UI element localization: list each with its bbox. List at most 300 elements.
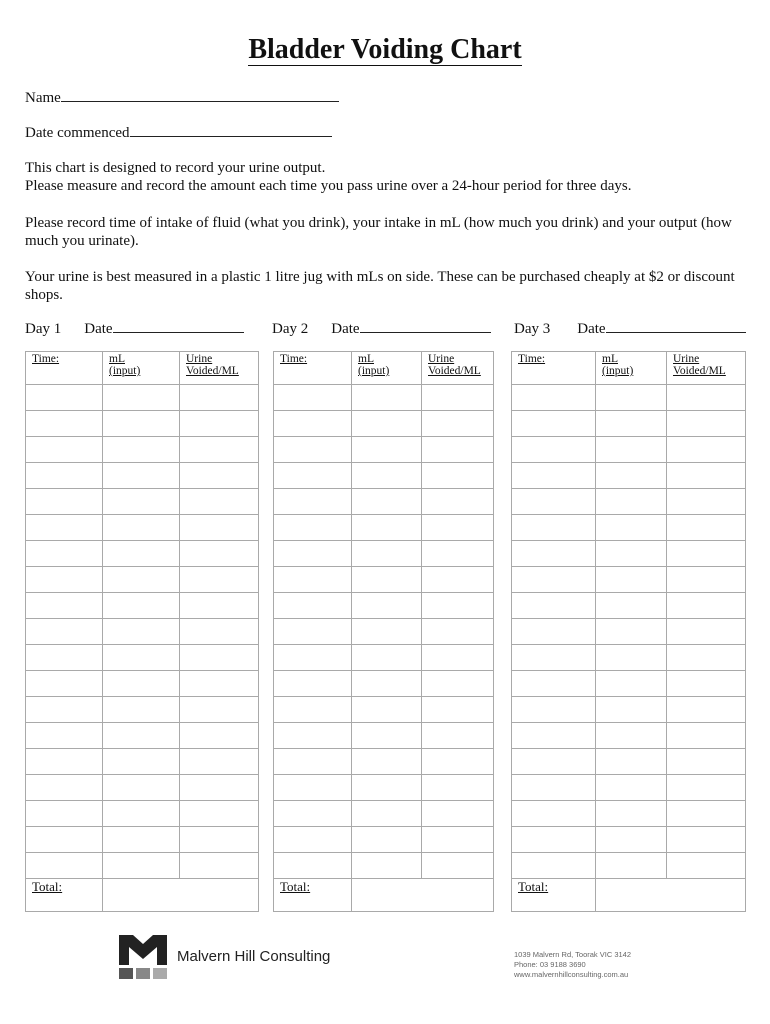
urine-voided-column-header: [180, 352, 259, 385]
time-header-text: Time:: [32, 353, 60, 365]
ml-input-cell[interactable]: [103, 515, 180, 541]
table-row: [274, 619, 494, 645]
total-value-cell[interactable]: [103, 879, 259, 912]
urine-voided-column-header: [422, 352, 494, 385]
time-cell[interactable]: [512, 463, 596, 489]
table-row: [274, 515, 494, 541]
date-commenced-label: Date commenced: [25, 125, 130, 141]
urine-voided-cell[interactable]: [667, 827, 746, 853]
urine-voided-cell[interactable]: [667, 619, 746, 645]
urine-header-text: Urine: [428, 353, 455, 365]
day-3-date-field[interactable]: [606, 318, 746, 333]
company-phone: Phone: 03 9188 3690: [514, 960, 586, 969]
table-row: [26, 619, 259, 645]
time-cell[interactable]: [26, 853, 103, 879]
input-header-text: (input): [109, 365, 141, 377]
ml-input-cell[interactable]: [352, 411, 422, 437]
ml-input-cell[interactable]: [103, 853, 180, 879]
ml-input-cell[interactable]: [103, 463, 180, 489]
ml-input-cell[interactable]: [596, 645, 667, 671]
table-row: [274, 541, 494, 567]
table-row: [512, 567, 746, 593]
table-row: [26, 489, 259, 515]
time-cell[interactable]: [274, 593, 352, 619]
table-row: [512, 593, 746, 619]
ml-input-cell[interactable]: [103, 645, 180, 671]
ml-input-cell[interactable]: [103, 749, 180, 775]
ml-input-cell[interactable]: [596, 489, 667, 515]
table-row: [26, 411, 259, 437]
time-cell[interactable]: [274, 749, 352, 775]
ml-input-cell[interactable]: [596, 385, 667, 411]
table-row: [26, 645, 259, 671]
intro-para-3: Your urine is best measured in a plastic 1 litre jug with mLs on side. These can be purchased cheaply at $2 or discount shops.: [25, 269, 735, 303]
urine-voided-cell[interactable]: [422, 463, 494, 489]
time-cell[interactable]: [26, 385, 103, 411]
urine-voided-cell[interactable]: [422, 723, 494, 749]
table-total-row: [26, 879, 259, 912]
time-cell[interactable]: [274, 723, 352, 749]
time-cell[interactable]: [26, 671, 103, 697]
table-row: [26, 801, 259, 827]
ml-input-cell[interactable]: [596, 723, 667, 749]
table-row: [512, 723, 746, 749]
time-cell[interactable]: [512, 645, 596, 671]
urine-voided-cell[interactable]: [180, 489, 259, 515]
ml-input-column-header: [103, 352, 180, 385]
ml-input-cell[interactable]: [596, 775, 667, 801]
table-row: [512, 853, 746, 879]
day-3-header: [514, 318, 746, 338]
table-row: [274, 749, 494, 775]
table-row: [512, 645, 746, 671]
urine-voided-cell[interactable]: [667, 385, 746, 411]
urine-voided-cell[interactable]: [180, 619, 259, 645]
ml-input-cell[interactable]: [103, 489, 180, 515]
table-total-row: [274, 879, 494, 912]
name-field[interactable]: [61, 87, 339, 102]
urine-voided-cell[interactable]: [667, 749, 746, 775]
ml-input-cell[interactable]: [352, 385, 422, 411]
table-row: [274, 775, 494, 801]
time-cell[interactable]: [512, 697, 596, 723]
time-cell[interactable]: [26, 645, 103, 671]
ml-input-cell[interactable]: [103, 541, 180, 567]
table-row: [512, 385, 746, 411]
day-2-date-field[interactable]: [360, 318, 491, 333]
voided-header-text: Voided/ML: [673, 365, 726, 377]
urine-voided-cell[interactable]: [667, 697, 746, 723]
date-commenced-row: [25, 122, 332, 142]
time-cell[interactable]: [512, 619, 596, 645]
time-cell[interactable]: [274, 853, 352, 879]
intro-paragraph-3: [25, 268, 745, 304]
ml-input-cell[interactable]: [596, 827, 667, 853]
urine-voided-cell[interactable]: [422, 489, 494, 515]
table-row: [274, 697, 494, 723]
time-cell[interactable]: [26, 619, 103, 645]
day-3-table: [511, 351, 746, 912]
table-row: [26, 567, 259, 593]
urine-voided-cell[interactable]: [180, 541, 259, 567]
ml-input-cell[interactable]: [352, 541, 422, 567]
day-1-header: [25, 318, 244, 338]
ml-input-cell[interactable]: [352, 827, 422, 853]
time-cell[interactable]: [274, 515, 352, 541]
urine-voided-cell[interactable]: [422, 671, 494, 697]
urine-voided-cell[interactable]: [180, 463, 259, 489]
ml-input-cell[interactable]: [596, 411, 667, 437]
name-label: Name: [25, 90, 61, 106]
total-label: Total:: [280, 879, 311, 894]
company-logo: [119, 935, 167, 979]
urine-voided-cell[interactable]: [667, 593, 746, 619]
intro-line-2: Please measure and record the amount each time you pass urine over a 24-hour period for three days.: [25, 178, 632, 194]
time-cell[interactable]: [274, 697, 352, 723]
voided-header-text: Voided/ML: [428, 365, 481, 377]
ml-input-cell[interactable]: [103, 437, 180, 463]
total-label-cell: [26, 879, 103, 912]
table-row: [274, 463, 494, 489]
urine-voided-cell[interactable]: [422, 567, 494, 593]
input-header-text: (input): [602, 365, 634, 377]
time-cell[interactable]: [26, 437, 103, 463]
urine-voided-cell[interactable]: [422, 541, 494, 567]
time-cell[interactable]: [274, 671, 352, 697]
ml-input-cell[interactable]: [352, 645, 422, 671]
table-row: [26, 671, 259, 697]
urine-voided-cell[interactable]: [180, 723, 259, 749]
ml-header-text: mL: [602, 353, 618, 365]
ml-input-cell[interactable]: [103, 671, 180, 697]
urine-voided-cell[interactable]: [180, 827, 259, 853]
table-row: [274, 489, 494, 515]
table-row: [512, 489, 746, 515]
time-cell[interactable]: [26, 593, 103, 619]
total-label: Total:: [518, 879, 549, 894]
urine-voided-cell[interactable]: [180, 385, 259, 411]
ml-input-cell[interactable]: [103, 411, 180, 437]
urine-voided-cell[interactable]: [422, 593, 494, 619]
ml-input-cell[interactable]: [352, 437, 422, 463]
time-cell[interactable]: [274, 827, 352, 853]
table-row: [512, 411, 746, 437]
table-row: [274, 801, 494, 827]
table-row: [26, 541, 259, 567]
urine-voided-cell[interactable]: [422, 749, 494, 775]
table-header-row: [512, 352, 746, 385]
time-cell[interactable]: [274, 463, 352, 489]
ml-header-text: mL: [109, 353, 125, 365]
day-3-date-label: Date: [577, 321, 606, 337]
table-row: [512, 619, 746, 645]
day-3-label: Day 3: [514, 321, 551, 337]
urine-voided-cell[interactable]: [422, 515, 494, 541]
urine-voided-cell[interactable]: [422, 411, 494, 437]
time-cell[interactable]: [26, 463, 103, 489]
ml-input-cell[interactable]: [103, 775, 180, 801]
ml-input-cell[interactable]: [103, 801, 180, 827]
ml-input-cell[interactable]: [352, 619, 422, 645]
ml-input-cell[interactable]: [352, 853, 422, 879]
ml-input-cell[interactable]: [103, 723, 180, 749]
total-label-cell: [274, 879, 352, 912]
table-row: [512, 671, 746, 697]
ml-input-cell[interactable]: [352, 671, 422, 697]
urine-voided-cell[interactable]: [422, 619, 494, 645]
ml-input-column-header: [352, 352, 422, 385]
ml-input-cell[interactable]: [596, 567, 667, 593]
urine-header-text: Urine: [186, 353, 213, 365]
urine-voided-cell[interactable]: [667, 671, 746, 697]
urine-voided-cell[interactable]: [180, 645, 259, 671]
page-title: [0, 34, 770, 66]
urine-voided-cell[interactable]: [180, 749, 259, 775]
name-field-row: [25, 87, 339, 107]
urine-voided-cell[interactable]: [667, 723, 746, 749]
time-cell[interactable]: [512, 515, 596, 541]
urine-voided-cell[interactable]: [422, 853, 494, 879]
table-row: [512, 463, 746, 489]
urine-voided-cell[interactable]: [422, 775, 494, 801]
urine-voided-cell[interactable]: [180, 567, 259, 593]
table-row: [512, 801, 746, 827]
time-cell[interactable]: [512, 801, 596, 827]
urine-voided-column-header: [667, 352, 746, 385]
ml-input-cell[interactable]: [352, 749, 422, 775]
urine-voided-cell[interactable]: [180, 801, 259, 827]
time-cell[interactable]: [274, 385, 352, 411]
time-cell[interactable]: [274, 775, 352, 801]
ml-input-column-header: [596, 352, 667, 385]
ml-input-cell[interactable]: [596, 515, 667, 541]
urine-voided-cell[interactable]: [667, 515, 746, 541]
table-row: [274, 437, 494, 463]
urine-voided-cell[interactable]: [422, 645, 494, 671]
time-cell[interactable]: [26, 541, 103, 567]
table-header-row: [274, 352, 494, 385]
time-cell[interactable]: [512, 567, 596, 593]
day-2-table: [273, 351, 494, 912]
urine-voided-cell[interactable]: [422, 801, 494, 827]
urine-voided-cell[interactable]: [667, 411, 746, 437]
day-1-label: Day 1: [25, 321, 62, 337]
time-cell[interactable]: [26, 567, 103, 593]
table-row: [274, 593, 494, 619]
table-row: [274, 827, 494, 853]
urine-voided-cell[interactable]: [180, 853, 259, 879]
table-row: [26, 463, 259, 489]
company-website: www.malvernhillconsulting.com.au: [514, 970, 629, 979]
urine-voided-cell[interactable]: [180, 411, 259, 437]
table-row: [512, 749, 746, 775]
table-row: [274, 411, 494, 437]
urine-voided-cell[interactable]: [422, 437, 494, 463]
time-cell[interactable]: [274, 411, 352, 437]
ml-input-cell[interactable]: [103, 567, 180, 593]
ml-input-cell[interactable]: [596, 697, 667, 723]
ml-input-cell[interactable]: [103, 827, 180, 853]
ml-input-cell[interactable]: [596, 853, 667, 879]
time-cell[interactable]: [512, 853, 596, 879]
ml-input-cell[interactable]: [352, 697, 422, 723]
intro-line-1: This chart is designed to record your urine output.: [25, 160, 326, 176]
urine-voided-cell[interactable]: [422, 385, 494, 411]
ml-input-cell[interactable]: [596, 619, 667, 645]
urine-header-text: Urine: [673, 353, 700, 365]
time-cell[interactable]: [274, 619, 352, 645]
table-row: [512, 827, 746, 853]
time-cell[interactable]: [274, 645, 352, 671]
ml-input-cell[interactable]: [352, 567, 422, 593]
urine-voided-cell[interactable]: [180, 593, 259, 619]
time-cell[interactable]: [274, 801, 352, 827]
day-2-label: Day 2: [272, 321, 309, 337]
table-row: [26, 749, 259, 775]
table-row: [26, 385, 259, 411]
table-row: [274, 567, 494, 593]
urine-voided-cell[interactable]: [180, 515, 259, 541]
ml-input-cell[interactable]: [596, 671, 667, 697]
time-cell[interactable]: [274, 489, 352, 515]
urine-voided-cell[interactable]: [180, 775, 259, 801]
company-name: Malvern Hill Consulting: [177, 948, 331, 965]
ml-input-cell[interactable]: [103, 619, 180, 645]
voided-header-text: Voided/ML: [186, 365, 239, 377]
time-column-header: [274, 352, 352, 385]
time-cell[interactable]: [26, 801, 103, 827]
table-row: [274, 853, 494, 879]
table-header-row: [26, 352, 259, 385]
day-2-header: [272, 318, 491, 338]
day-1-date-label: Date: [84, 321, 113, 337]
ml-header-text: mL: [358, 353, 374, 365]
intro-para-2: Please record time of intake of fluid (what you drink), your intake in mL (how much you drink) and your output (how much you urinate).: [25, 215, 732, 249]
urine-voided-cell[interactable]: [667, 853, 746, 879]
table-row: [512, 437, 746, 463]
ml-input-cell[interactable]: [352, 801, 422, 827]
table-row: [274, 723, 494, 749]
table-row: [512, 697, 746, 723]
time-cell[interactable]: [26, 827, 103, 853]
time-cell[interactable]: [512, 671, 596, 697]
urine-voided-cell[interactable]: [667, 645, 746, 671]
day-2-date-label: Date: [331, 321, 360, 337]
company-contact: [514, 950, 631, 980]
time-cell[interactable]: [512, 749, 596, 775]
ml-input-cell[interactable]: [596, 593, 667, 619]
ml-input-cell[interactable]: [596, 541, 667, 567]
total-label-cell: [512, 879, 596, 912]
time-cell[interactable]: [26, 723, 103, 749]
ml-input-cell[interactable]: [352, 775, 422, 801]
urine-voided-cell[interactable]: [422, 827, 494, 853]
ml-input-cell[interactable]: [352, 463, 422, 489]
time-cell[interactable]: [512, 411, 596, 437]
urine-voided-cell[interactable]: [667, 775, 746, 801]
ml-input-cell[interactable]: [352, 515, 422, 541]
urine-voided-cell[interactable]: [180, 671, 259, 697]
total-value-cell[interactable]: [596, 879, 746, 912]
ml-input-cell[interactable]: [103, 697, 180, 723]
time-cell[interactable]: [512, 437, 596, 463]
time-cell[interactable]: [274, 437, 352, 463]
table-row: [26, 697, 259, 723]
table-row: [512, 515, 746, 541]
time-cell[interactable]: [512, 541, 596, 567]
time-column-header: [26, 352, 103, 385]
table-row: [274, 385, 494, 411]
ml-input-cell[interactable]: [352, 489, 422, 515]
time-cell[interactable]: [26, 515, 103, 541]
table-row: [26, 827, 259, 853]
urine-voided-cell[interactable]: [667, 567, 746, 593]
company-address: 1039 Malvern Rd, Toorak VIC 3142: [514, 950, 632, 959]
intro-paragraph-2: [25, 214, 745, 250]
ml-input-cell[interactable]: [596, 749, 667, 775]
urine-voided-cell[interactable]: [667, 801, 746, 827]
urine-voided-cell[interactable]: [422, 697, 494, 723]
day-1-date-field[interactable]: [113, 318, 244, 333]
table-row: [512, 775, 746, 801]
table-row: [26, 853, 259, 879]
total-value-cell[interactable]: [352, 879, 494, 912]
ml-input-cell[interactable]: [596, 463, 667, 489]
time-cell[interactable]: [274, 567, 352, 593]
table-total-row: [512, 879, 746, 912]
time-header-text: Time:: [280, 353, 308, 365]
time-cell[interactable]: [26, 775, 103, 801]
table-row: [26, 515, 259, 541]
time-cell[interactable]: [512, 827, 596, 853]
urine-voided-cell[interactable]: [667, 541, 746, 567]
input-header-text: (input): [358, 365, 390, 377]
table-row: [512, 541, 746, 567]
total-label: Total:: [32, 879, 63, 894]
ml-input-cell[interactable]: [103, 385, 180, 411]
table-row: [26, 593, 259, 619]
urine-voided-cell[interactable]: [667, 463, 746, 489]
time-cell[interactable]: [26, 697, 103, 723]
ml-input-cell[interactable]: [352, 723, 422, 749]
intro-paragraph-1: [25, 159, 745, 195]
time-cell[interactable]: [512, 489, 596, 515]
time-header-text: Time:: [518, 353, 546, 365]
ml-input-cell[interactable]: [596, 801, 667, 827]
urine-voided-cell[interactable]: [667, 489, 746, 515]
time-column-header: [512, 352, 596, 385]
page-title-text: Bladder Voiding Chart: [248, 34, 522, 65]
time-cell[interactable]: [26, 749, 103, 775]
ml-input-cell[interactable]: [596, 437, 667, 463]
time-cell[interactable]: [512, 385, 596, 411]
table-row: [26, 437, 259, 463]
table-row: [274, 645, 494, 671]
time-cell[interactable]: [512, 593, 596, 619]
time-cell[interactable]: [512, 775, 596, 801]
table-row: [274, 671, 494, 697]
ml-input-cell[interactable]: [352, 593, 422, 619]
time-cell[interactable]: [26, 411, 103, 437]
urine-voided-cell[interactable]: [180, 697, 259, 723]
ml-input-cell[interactable]: [103, 593, 180, 619]
time-cell[interactable]: [512, 723, 596, 749]
time-cell[interactable]: [274, 541, 352, 567]
date-commenced-field[interactable]: [130, 122, 332, 137]
urine-voided-cell[interactable]: [667, 437, 746, 463]
time-cell[interactable]: [26, 489, 103, 515]
urine-voided-cell[interactable]: [180, 437, 259, 463]
